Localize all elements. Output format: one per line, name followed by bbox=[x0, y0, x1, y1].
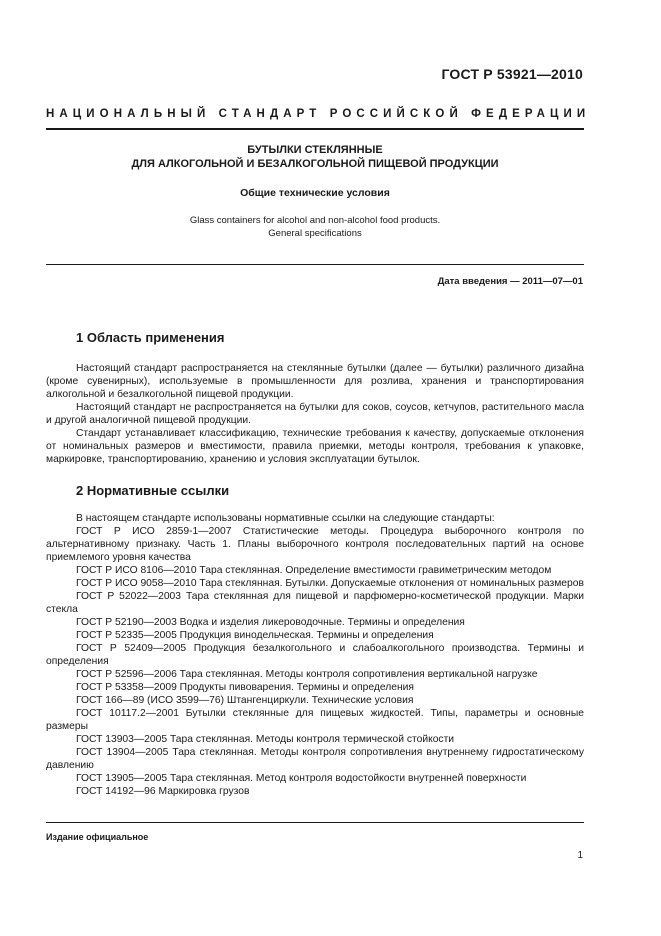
edition-label: Издание официальное bbox=[46, 832, 149, 842]
reference-item: ГОСТ Р 52022—2003 Тара стеклянная для пищевой и парфюмерно-косметической продукции. Марки стекла bbox=[46, 591, 584, 615]
introduction-date: Дата введения — 2011—07—01 bbox=[437, 276, 583, 287]
section-1-paragraph: Стандарт устанавливает классификацию, технические требования к качеству, допускаемые отклонения от номинальных размеров и вместимости, правила приемки, методы контроля, требования к упаковке, маркировке, транспортированию, хранению и условия эксплуатации бутылок. bbox=[46, 428, 584, 465]
section-1-body bbox=[46, 362, 584, 466]
section-2-heading: 2 Нормативные ссылки bbox=[76, 483, 230, 498]
section-2-body bbox=[46, 512, 584, 798]
reference-item: ГОСТ Р 52596—2006 Тара стеклянная. Методы контроля сопротивления вертикальной нагрузке bbox=[76, 669, 538, 680]
reference-item: ГОСТ 166—89 (ИСО 3599—76) Штангенциркули. Технические условия bbox=[76, 695, 414, 706]
reference-item: ГОСТ Р ИСО 9058—2010 Тара стеклянная. Бутылки. Допускаемые отклонения от номинальных размеров bbox=[76, 578, 584, 589]
english-title bbox=[46, 214, 584, 240]
page-number: 1 bbox=[577, 850, 583, 861]
reference-item: ГОСТ 13903—2005 Тара стеклянная. Методы контроля термической стойкости bbox=[76, 734, 455, 745]
title-rule bbox=[46, 264, 584, 265]
reference-item: ГОСТ 13905—2005 Тара стеклянная. Метод контроля водостойкости внутренней поверхности bbox=[76, 773, 527, 784]
document-code: ГОСТ Р 53921—2010 bbox=[441, 66, 583, 82]
section-1-heading: 1 Область применения bbox=[76, 330, 225, 345]
english-title-line-2: General specifications bbox=[268, 228, 362, 239]
document-title bbox=[46, 143, 584, 171]
reference-item: ГОСТ Р 53358—2009 Продукты пивоварения. Термины и определения bbox=[76, 682, 414, 693]
standard-banner: НАЦИОНАЛЬНЫЙ СТАНДАРТ РОССИЙСКОЙ ФЕДЕРАЦИИ bbox=[46, 108, 591, 120]
reference-item: ГОСТ Р 52409—2005 Продукция безалкогольного и слабоалкогольного производства. Термины и определения bbox=[46, 643, 584, 667]
references-intro: В настоящем стандарте использованы нормативные ссылки на следующие стандарты: bbox=[76, 513, 495, 524]
section-1-paragraph: Настоящий стандарт распространяется на стеклянные бутылки (далее — бутылки) различного дизайна (кроме сувенирных), используемые в промышленности для розлива, хранения и транспортирования алкогольной и безалкогольной пищевой продукции. bbox=[46, 363, 584, 400]
banner-rule bbox=[46, 128, 584, 130]
reference-item: ГОСТ 13904—2005 Тара стеклянная. Методы контроля сопротивления внутреннему гидростатическому давлению bbox=[46, 747, 584, 771]
reference-item: ГОСТ 10117.2—2001 Бутылки стеклянные для пищевых жидкостей. Типы, параметры и основные размеры bbox=[46, 708, 584, 732]
reference-item: ГОСТ Р ИСО 2859-1—2007 Статистические методы. Процедура выборочного контроля по альтернативному признаку. Часть 1. Планы выборочного контроля последовательных партий на основе приемлемого уровня качества bbox=[46, 526, 584, 563]
title-line-2: ДЛЯ АЛКОГОЛЬНОЙ И БЕЗАЛКОГОЛЬНОЙ ПИЩЕВОЙ ПРОДУКЦИИ bbox=[131, 158, 499, 170]
reference-item: ГОСТ Р 52335—2005 Продукция винодельческая. Термины и определения bbox=[76, 630, 434, 641]
document-subtitle: Общие технические условия bbox=[240, 187, 390, 199]
reference-item: ГОСТ 14192—96 Маркировка грузов bbox=[76, 786, 250, 797]
section-1-paragraph: Настоящий стандарт не распространяется на бутылки для соков, соусов, кетчупов, растительного масла и другой аналогичной пищевой продукции. bbox=[46, 402, 584, 426]
english-title-line-1: Glass containers for alcohol and non-alcohol food products. bbox=[189, 215, 441, 226]
reference-item: ГОСТ Р 52190—2003 Водка и изделия ликероводочные. Термины и определения bbox=[76, 617, 465, 628]
footer-rule bbox=[46, 822, 584, 823]
reference-item: ГОСТ Р ИСО 8106—2010 Тара стеклянная. Определение вместимости гравиметрическим методом bbox=[76, 565, 552, 576]
title-line-1: БУТЫЛКИ СТЕКЛЯННЫЕ bbox=[247, 144, 383, 156]
